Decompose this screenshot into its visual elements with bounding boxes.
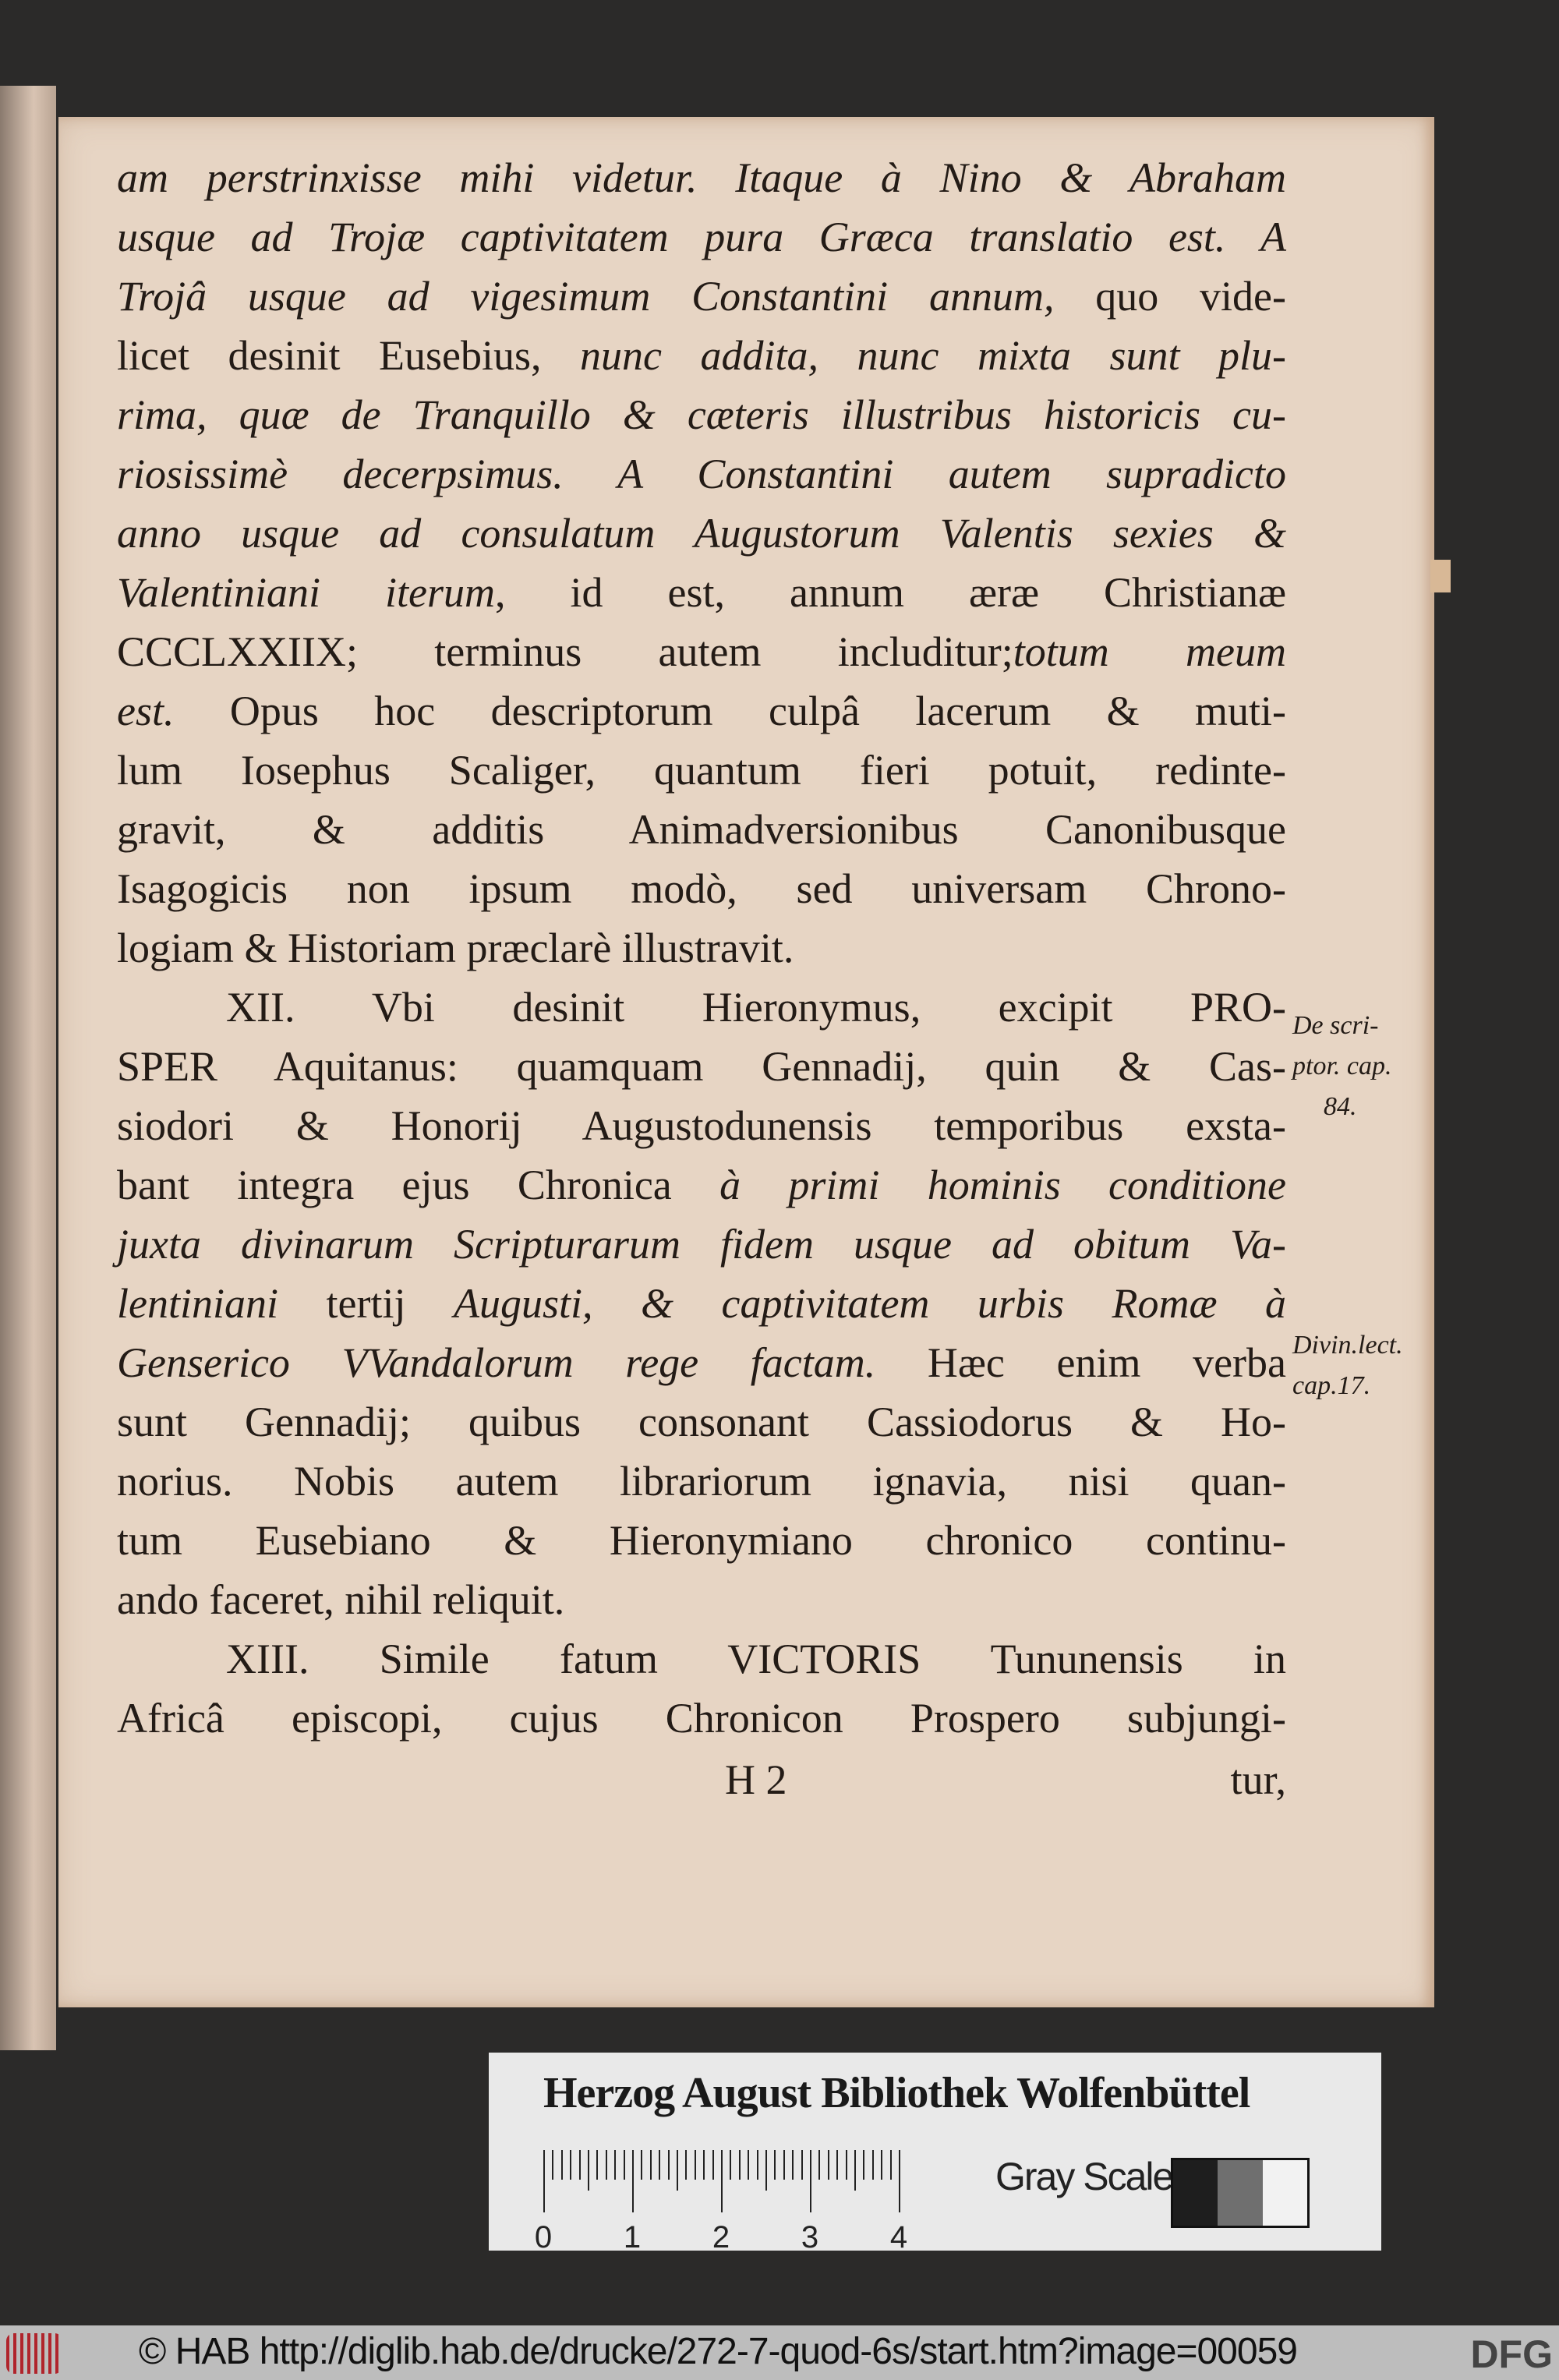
italic-text: rima, quæ de Tranquillo & cæteris illustribus historicis cu- (117, 391, 1286, 438)
ruler-tick (783, 2150, 785, 2180)
roman-text: XIII. Simile fatum VICTORIS Tununensis in (226, 1636, 1286, 1682)
text-line (117, 800, 1286, 859)
roman-text: sunt Gennadij; quibus consonant Cassiodorus & Ho- (117, 1399, 1286, 1445)
ruler-tick (614, 2150, 616, 2180)
text-line (117, 1333, 1286, 1392)
gray-scale-label: Gray Scale (995, 2155, 1173, 2198)
italic-text: Genserico VVandalorum rege factam. (117, 1339, 876, 1386)
text-line (117, 681, 1286, 741)
gray-swatch (1263, 2160, 1307, 2226)
ruler-tick (543, 2150, 545, 2212)
text-line (117, 326, 1286, 385)
ruler-tick (846, 2150, 847, 2180)
roman-text: tertij (278, 1280, 454, 1327)
roman-text: gravit, & additis Animadversionibus Canonibusque (117, 806, 1286, 853)
gray-swatch (1218, 2160, 1262, 2226)
text-line (117, 1570, 1286, 1629)
roman-text: CCCLXXIIX; terminus autem includitur; (117, 628, 1013, 675)
roman-text: lum Iosephus Scaliger, quantum fieri potuit, redinte- (117, 747, 1286, 794)
roman-text: logiam & Historiam præclarè illustravit. (117, 925, 794, 971)
text-line (117, 444, 1286, 504)
roman-text: siodori & Honorij Augustodunensis temporibus exsta- (117, 1102, 1286, 1149)
text-line (117, 978, 1286, 1037)
text-line (117, 563, 1286, 622)
ruler-number: 4 (889, 2220, 908, 2254)
ruler-tick (624, 2150, 625, 2180)
ruler-tick (659, 2150, 660, 2180)
text-line (117, 741, 1286, 800)
roman-text: Hæc enim verba (875, 1339, 1286, 1386)
margin-note-line: 84. (1324, 1092, 1357, 1121)
text-line (117, 1037, 1286, 1096)
roman-text: Opus hoc descriptorum culpâ lacerum & muti- (174, 688, 1286, 734)
ruler-tick (765, 2150, 767, 2191)
ruler-tick (890, 2150, 892, 2180)
roman-text: licet desinit Eusebius, (117, 332, 542, 379)
italic-text: à primi hominis conditione (719, 1162, 1286, 1208)
margin-note-line: ptor. cap. (1292, 1052, 1392, 1080)
ruler-tick (854, 2150, 856, 2191)
ruler-tick (801, 2150, 803, 2180)
italic-text: juxta divinarum Scripturarum fidem usque ad obitum Va- (117, 1221, 1286, 1268)
hab-logo-icon (6, 2333, 62, 2374)
ruler-tick (881, 2150, 882, 2180)
ruler-tick (703, 2150, 705, 2180)
text-line (117, 918, 1286, 978)
roman-text: Africâ episcopi, cujus Chronicon Prospero subjungi- (117, 1695, 1286, 1742)
text-line (117, 622, 1286, 681)
text-line (117, 1274, 1286, 1333)
text-line (117, 267, 1286, 326)
roman-text: , id est, annum æræ Christianæ (494, 569, 1286, 616)
previous-page-edge (0, 86, 56, 2050)
italic-text: am perstrinxisse mihi videtur. Itaque à Nino & Abraham (117, 154, 1286, 201)
signature-line (117, 1748, 1286, 1810)
ruler-tick (748, 2150, 749, 2180)
ruler-tick (899, 2150, 900, 2212)
ruler-tick (695, 2150, 696, 2180)
italic-text: Trojâ usque ad vigesimum Constantini annum, (117, 273, 1055, 320)
ruler-tick (810, 2150, 811, 2212)
roman-text: ando faceret, nihil reliquit. (117, 1576, 565, 1623)
text-line (117, 148, 1286, 207)
ruler-tick (818, 2150, 820, 2180)
catchword: tur, (1230, 1756, 1286, 1803)
text-line (117, 1392, 1286, 1452)
footer-source-url[interactable]: © HAB http://diglib.hab.de/drucke/272-7-quod-6s/start.htm?image=00059 (139, 2331, 1297, 2372)
text-line (117, 1096, 1286, 1155)
centimeter-ruler (534, 2150, 917, 2254)
ruler-tick (579, 2150, 581, 2180)
ruler-tick (685, 2150, 687, 2180)
italic-text: riosissimè decerpsimus. A Constantini autem supradicto (117, 451, 1286, 497)
signature-mark: H 2 (725, 1756, 787, 1803)
text-line (117, 1629, 1286, 1689)
ruler-tick (552, 2150, 553, 2180)
roman-text: bant integra ejus Chronica (117, 1162, 720, 1208)
italic-text: lentiniani (117, 1280, 278, 1327)
text-line (117, 504, 1286, 563)
ruler-tick (792, 2150, 794, 2180)
text-line (117, 1689, 1286, 1748)
ruler-tick (739, 2150, 741, 2180)
roman-text: Isagogicis non ipsum modò, sed universam Chrono- (117, 865, 1286, 912)
ruler-tick (774, 2150, 776, 2180)
ruler-tick (863, 2150, 864, 2180)
margin-note-de-scriptoribus (1292, 1006, 1392, 1127)
margin-note-line: Divin.lect. (1292, 1331, 1403, 1360)
ruler-tick (730, 2150, 731, 2180)
ruler-tick (596, 2150, 598, 2180)
italic-text: Valentiniani iterum (117, 569, 495, 616)
roman-text: norius. Nobis autem librariorum ignavia, nisi quan- (117, 1458, 1286, 1505)
ruler-tick (641, 2150, 642, 2180)
dfg-logo: DFG (1470, 2332, 1553, 2376)
italic-text: est. (117, 688, 175, 734)
margin-note-divin-lect (1292, 1325, 1403, 1406)
text-line (117, 207, 1286, 267)
ruler-tick (606, 2150, 607, 2180)
italic-text: Augusti, & captivitatem urbis Romæ à (453, 1280, 1286, 1327)
ruler-tick (757, 2150, 758, 2180)
text-line (117, 1215, 1286, 1274)
italic-text: usque ad Trojæ captivitatem pura Græca translatio est. A (117, 214, 1286, 260)
page-text (117, 148, 1286, 1810)
roman-text: quo vide- (1054, 273, 1286, 320)
text-line (117, 1511, 1286, 1570)
margin-note-line: cap.17. (1292, 1371, 1371, 1400)
gray-swatch (1173, 2160, 1218, 2226)
gray-scale-swatches (1171, 2158, 1310, 2228)
ruler-tick (836, 2150, 838, 2180)
ruler-number: 2 (712, 2220, 730, 2254)
ruler-tick (668, 2150, 670, 2180)
ruler-tick (632, 2150, 634, 2212)
text-line (117, 1155, 1286, 1215)
italic-text: nunc addita, nunc mixta sunt plu- (541, 332, 1287, 379)
ruler-tick (721, 2150, 723, 2212)
library-scale-card (489, 2053, 1381, 2254)
ruler-tick (650, 2150, 652, 2180)
ruler-tick (872, 2150, 874, 2180)
italic-text: anno usque ad consulatum Augustorum Valentis sexies & (117, 510, 1286, 557)
text-line (117, 1452, 1286, 1511)
ruler-tick (828, 2150, 829, 2180)
ruler-tick (712, 2150, 714, 2180)
ruler-tick (570, 2150, 571, 2180)
roman-text: tum Eusebiano & Hieronymiano chronico continu- (117, 1517, 1286, 1564)
footer-bar (0, 2325, 1559, 2380)
roman-text: XII. Vbi desinit Hieronymus, excipit PRO- (226, 984, 1286, 1031)
italic-text: totum meum (1013, 628, 1286, 675)
text-line (117, 859, 1286, 918)
roman-text: SPER Aquitanus: quamquam Gennadij, quin & Cas- (117, 1043, 1286, 1090)
ruler-number: 3 (801, 2220, 819, 2254)
ruler-number: 1 (623, 2220, 642, 2254)
ruler-tick (677, 2150, 678, 2191)
library-name: Herzog August Bibliothek Wolfenbüttel (543, 2069, 1250, 2117)
page-tab-marker (1430, 560, 1451, 592)
ruler-tick (588, 2150, 589, 2191)
margin-note-line: De scri- (1292, 1011, 1379, 1040)
ruler-number: 0 (534, 2220, 553, 2254)
ruler-tick (561, 2150, 563, 2180)
text-line (117, 385, 1286, 444)
